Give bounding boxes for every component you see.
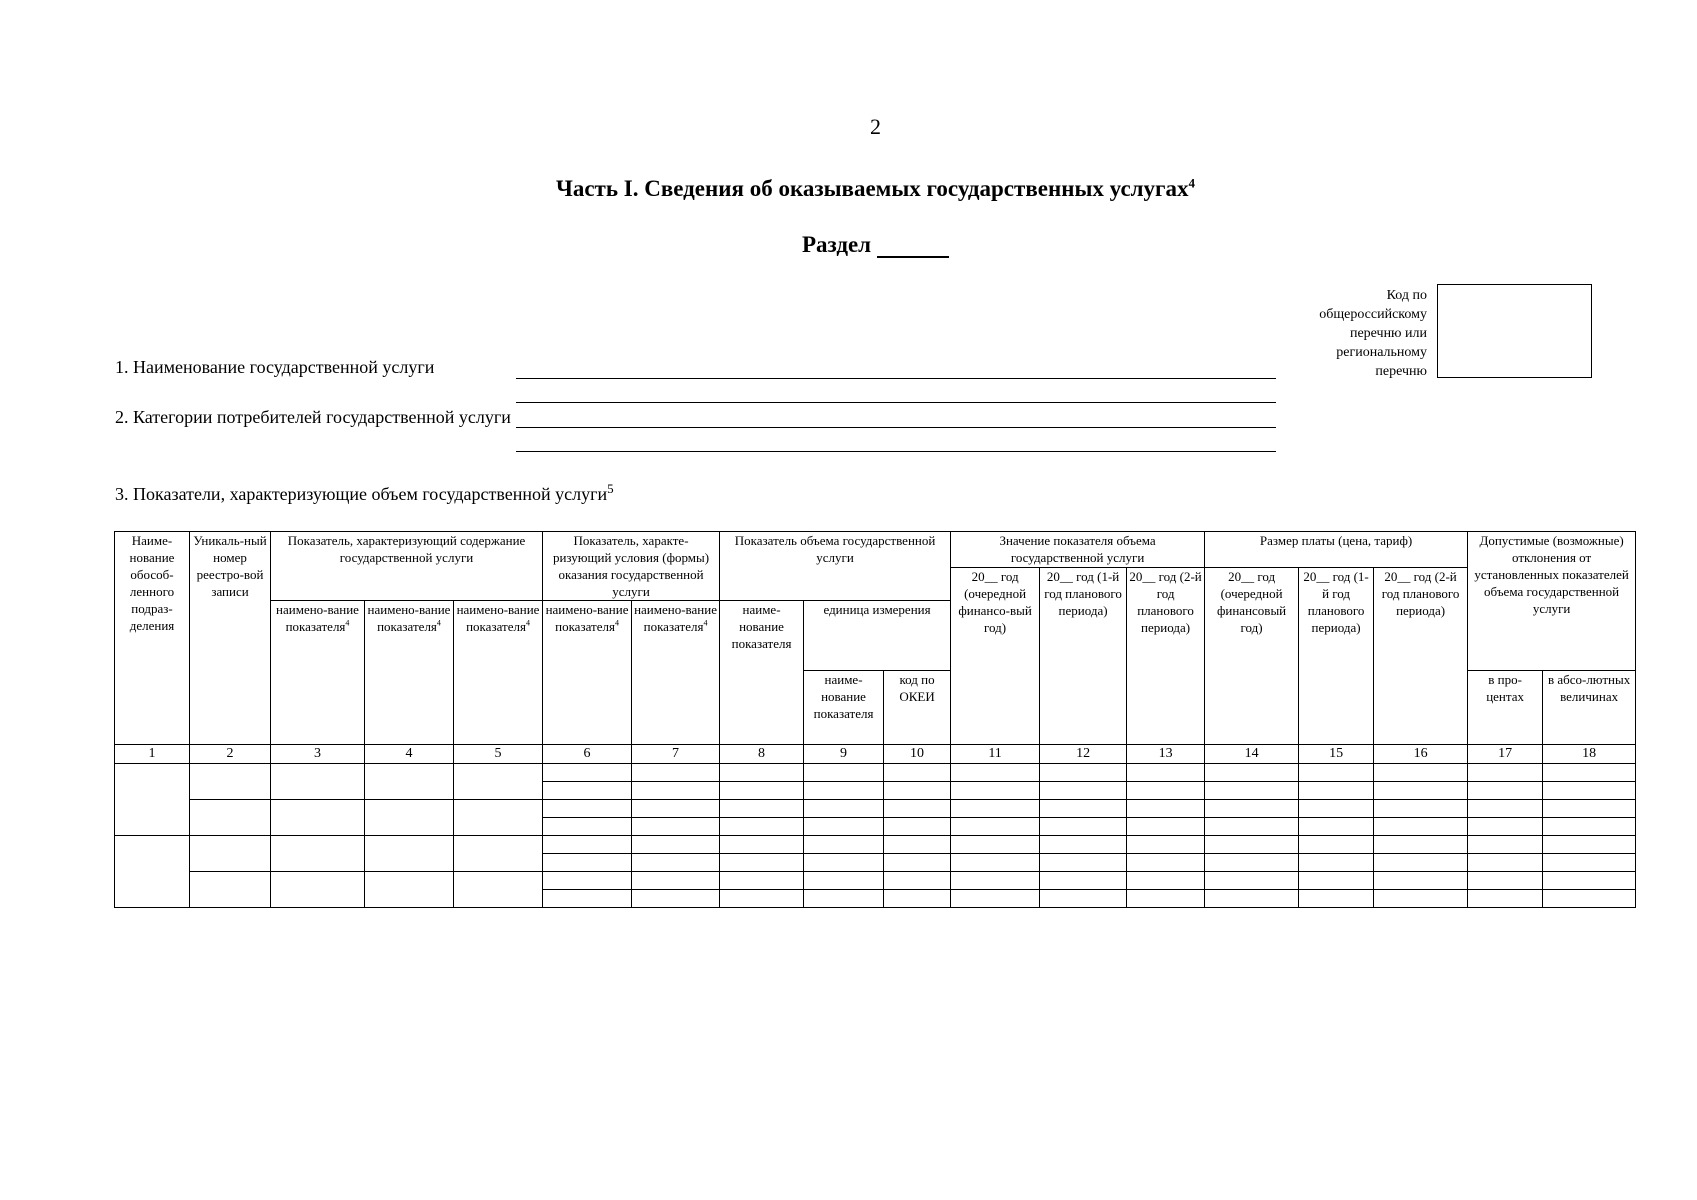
table-cell[interactable] <box>804 890 884 908</box>
part-title <box>0 176 1697 202</box>
column-number: 15 <box>1299 745 1374 764</box>
table-cell[interactable] <box>720 764 804 782</box>
header-volume-value: Значение показателя объема государственной услуги <box>951 532 1205 568</box>
table-cell[interactable] <box>543 782 632 800</box>
table-cell[interactable] <box>115 764 190 836</box>
table-cell[interactable] <box>804 872 884 890</box>
table-cell[interactable] <box>1299 836 1374 854</box>
header-volume-indicator: Показатель объема государственной услуги <box>720 532 951 601</box>
header-unit-name: наиме-нование показателя <box>804 671 884 745</box>
table-cell[interactable] <box>271 764 365 800</box>
table-cell[interactable] <box>271 800 365 836</box>
header-conditions-indicator: Показатель, характе-ризующий условия (формы) оказания государственной услуги <box>543 532 720 601</box>
header-deviation-absolute: в абсо-лютных величинах <box>1543 671 1636 745</box>
column-number: 13 <box>1127 745 1205 764</box>
table-cell[interactable] <box>720 854 804 872</box>
table-cell[interactable] <box>804 836 884 854</box>
table-cell[interactable] <box>951 890 1040 908</box>
sub-indicator-name: наимено-вание показателя <box>276 602 359 634</box>
table-cell[interactable] <box>1205 836 1299 854</box>
column-number: 1 <box>115 745 190 764</box>
sub-footnote: 4 <box>614 618 619 628</box>
table-row <box>115 836 1636 854</box>
table-cell[interactable] <box>1468 836 1543 854</box>
header-year-13: 20__ год (2-й год планового периода) <box>1127 568 1205 745</box>
table-cell[interactable] <box>1543 818 1636 836</box>
section-title <box>0 232 1697 258</box>
table-cell[interactable] <box>543 836 632 854</box>
header-indicator-name-3 <box>271 601 365 745</box>
header-unit: единица измерения <box>804 601 951 671</box>
table-cell[interactable] <box>543 800 632 818</box>
table-cell[interactable] <box>1205 782 1299 800</box>
column-numbers-row <box>115 745 1636 764</box>
table-cell[interactable] <box>632 836 720 854</box>
table-cell[interactable] <box>632 872 720 890</box>
table-cell[interactable] <box>365 800 454 836</box>
table-cell[interactable] <box>1040 836 1127 854</box>
table-cell[interactable] <box>1543 854 1636 872</box>
section3-text: 3. Показатели, характеризующие объем государственной услуги <box>115 484 608 504</box>
table-cell[interactable] <box>1205 854 1299 872</box>
table-cell[interactable] <box>884 890 951 908</box>
column-number: 16 <box>1374 745 1468 764</box>
table-cell[interactable] <box>1299 854 1374 872</box>
table-cell[interactable] <box>454 800 543 836</box>
service-name-line[interactable] <box>516 378 1276 379</box>
table-cell[interactable] <box>1205 764 1299 782</box>
part-title-footnote: 4 <box>1188 175 1196 191</box>
code-label-line: региональному <box>1336 345 1427 360</box>
table-cell[interactable] <box>632 854 720 872</box>
header-indicator-name-7 <box>632 601 720 745</box>
table-cell[interactable] <box>884 854 951 872</box>
table-cell[interactable] <box>884 782 951 800</box>
table-cell[interactable] <box>1299 818 1374 836</box>
table-cell[interactable] <box>720 818 804 836</box>
table-cell[interactable] <box>190 764 271 800</box>
table-cell[interactable] <box>190 872 271 908</box>
header-okei-code: код по ОКЕИ <box>884 671 951 745</box>
table-cell[interactable] <box>115 836 190 908</box>
table-cell[interactable] <box>1468 782 1543 800</box>
table-cell[interactable] <box>543 818 632 836</box>
code-box[interactable] <box>1437 284 1592 378</box>
sub-indicator-name: наимено-вание показателя <box>456 602 540 634</box>
table-cell[interactable] <box>1374 836 1468 854</box>
table-cell[interactable] <box>720 800 804 818</box>
table-cell[interactable] <box>1299 800 1374 818</box>
table-cell[interactable] <box>951 836 1040 854</box>
table-cell[interactable] <box>804 800 884 818</box>
code-label-line: Код по <box>1386 288 1427 303</box>
column-number: 17 <box>1468 745 1543 764</box>
table-cell[interactable] <box>951 872 1040 890</box>
table-cell[interactable] <box>1468 854 1543 872</box>
section-title-text: Раздел <box>801 232 872 257</box>
table-cell[interactable] <box>1374 854 1468 872</box>
table-cell[interactable] <box>1543 890 1636 908</box>
column-number: 5 <box>454 745 543 764</box>
table-cell[interactable] <box>951 800 1040 818</box>
table-cell[interactable] <box>365 872 454 908</box>
table-cell[interactable] <box>951 782 1040 800</box>
header-indicator-name-6 <box>543 601 632 745</box>
table-cell[interactable] <box>804 854 884 872</box>
table-cell[interactable] <box>1543 872 1636 890</box>
column-number: 18 <box>1543 745 1636 764</box>
table-cell[interactable] <box>1374 872 1468 890</box>
table-cell[interactable] <box>1468 818 1543 836</box>
table-cell[interactable] <box>951 818 1040 836</box>
sub-indicator-name: наимено-вание показателя <box>545 602 629 634</box>
code-label-line: перечню <box>1375 364 1427 379</box>
table-cell[interactable] <box>1205 800 1299 818</box>
table-cell[interactable] <box>1040 818 1127 836</box>
table-cell[interactable] <box>1205 890 1299 908</box>
table-cell[interactable] <box>720 890 804 908</box>
table-cell[interactable] <box>454 836 543 872</box>
table-cell[interactable] <box>271 872 365 908</box>
sub-footnote: 4 <box>436 618 441 628</box>
table-cell[interactable] <box>1374 818 1468 836</box>
header-year-12: 20__ год (1-й год планового периода) <box>1040 568 1127 745</box>
sub-footnote: 4 <box>345 618 350 628</box>
table-cell[interactable] <box>1374 890 1468 908</box>
table-cell[interactable] <box>632 890 720 908</box>
table-cell[interactable] <box>1040 872 1127 890</box>
table-cell[interactable] <box>543 890 632 908</box>
table-cell[interactable] <box>720 836 804 854</box>
table-cell[interactable] <box>1543 836 1636 854</box>
table-cell[interactable] <box>1127 764 1205 782</box>
table-cell[interactable] <box>1299 782 1374 800</box>
section-number-blank[interactable] <box>877 234 949 258</box>
table-cell[interactable] <box>454 872 543 908</box>
table-cell[interactable] <box>1040 800 1127 818</box>
table-cell[interactable] <box>1374 800 1468 818</box>
table-cell[interactable] <box>1127 782 1205 800</box>
table-cell[interactable] <box>1543 782 1636 800</box>
column-number: 9 <box>804 745 884 764</box>
column-number: 3 <box>271 745 365 764</box>
table-cell[interactable] <box>884 800 951 818</box>
service-name-label: 1. Наименование государственной услуги <box>115 357 435 377</box>
sub-footnote: 4 <box>703 618 708 628</box>
table-cell[interactable] <box>1299 764 1374 782</box>
table-cell[interactable] <box>543 764 632 782</box>
table-cell[interactable] <box>884 764 951 782</box>
table-cell[interactable] <box>804 764 884 782</box>
table-cell[interactable] <box>1040 764 1127 782</box>
table-cell[interactable] <box>1127 818 1205 836</box>
code-label-line: общероссийскому <box>1319 307 1427 322</box>
column-number: 7 <box>632 745 720 764</box>
sub-footnote: 4 <box>525 618 530 628</box>
table-cell[interactable] <box>1127 890 1205 908</box>
table-cell[interactable] <box>720 782 804 800</box>
section3-footnote: 5 <box>607 481 614 496</box>
table-cell[interactable] <box>1468 764 1543 782</box>
code-label <box>1255 286 1427 381</box>
table-cell[interactable] <box>632 782 720 800</box>
header-subdivision-name: Наиме-нование обособ-ленного подраз-деления <box>115 532 190 745</box>
consumer-categories-line[interactable] <box>516 427 1276 428</box>
table-cell[interactable] <box>1374 782 1468 800</box>
consumer-categories-label: 2. Категории потребителей государственной услуги <box>115 407 511 427</box>
header-allowed-deviation: Допустимые (возможные) отклонения от установленных показателей объема государственной услуги <box>1468 532 1636 671</box>
table-cell[interactable] <box>1205 872 1299 890</box>
table-cell[interactable] <box>720 872 804 890</box>
column-number: 12 <box>1040 745 1127 764</box>
header-registry-number: Уникаль-ный номер реестро-вой записи <box>190 532 271 745</box>
volume-indicators-table <box>114 531 1636 908</box>
table-cell[interactable] <box>271 836 365 872</box>
table-cell[interactable] <box>951 764 1040 782</box>
header-year-16: 20__ год (2-й год планового периода) <box>1374 568 1468 745</box>
column-number: 14 <box>1205 745 1299 764</box>
header-fee: Размер платы (цена, тариф) <box>1205 532 1468 568</box>
column-number: 10 <box>884 745 951 764</box>
table-cell[interactable] <box>1040 854 1127 872</box>
table-cell[interactable] <box>1127 800 1205 818</box>
table-cell[interactable] <box>804 818 884 836</box>
table-row <box>115 872 1636 890</box>
table-cell[interactable] <box>190 836 271 872</box>
column-number: 8 <box>720 745 804 764</box>
table-cell[interactable] <box>1468 890 1543 908</box>
part-title-text: Часть I. Сведения об оказываемых государственных услугах <box>555 176 1189 201</box>
table-cell[interactable] <box>884 872 951 890</box>
sub-indicator-name: наимено-вание показателя <box>367 602 451 634</box>
table-cell[interactable] <box>1468 872 1543 890</box>
table-cell[interactable] <box>1127 854 1205 872</box>
table-row <box>115 800 1636 818</box>
header-indicator-name-4 <box>365 601 454 745</box>
table-cell[interactable] <box>884 836 951 854</box>
table-cell[interactable] <box>1543 764 1636 782</box>
consumer-categories-line-2[interactable] <box>516 451 1276 452</box>
table-cell[interactable] <box>1127 836 1205 854</box>
table-cell[interactable] <box>543 872 632 890</box>
table-cell[interactable] <box>632 800 720 818</box>
table-cell[interactable] <box>1040 890 1127 908</box>
column-number: 2 <box>190 745 271 764</box>
table-cell[interactable] <box>1127 872 1205 890</box>
sub-indicator-name: наимено-вание показателя <box>634 602 717 634</box>
table-cell[interactable] <box>365 836 454 872</box>
table-cell[interactable] <box>1299 890 1374 908</box>
table-cell[interactable] <box>632 818 720 836</box>
header-year-15: 20__ год (1-й год планового периода) <box>1299 568 1374 745</box>
header-volume-indicator-name: наиме-нование показателя <box>720 601 804 745</box>
table-body <box>115 764 1636 908</box>
header-content-indicator: Показатель, характеризующий содержание государственной услуги <box>271 532 543 601</box>
table-cell[interactable] <box>632 764 720 782</box>
table-cell[interactable] <box>454 764 543 800</box>
column-number: 6 <box>543 745 632 764</box>
section3-label <box>115 481 614 505</box>
table-row <box>115 764 1636 782</box>
header-indicator-name-5 <box>454 601 543 745</box>
table-cell[interactable] <box>190 800 271 836</box>
table-cell[interactable] <box>1374 764 1468 782</box>
column-number: 11 <box>951 745 1040 764</box>
table-cell[interactable] <box>543 854 632 872</box>
table-cell[interactable] <box>951 854 1040 872</box>
page-number: 2 <box>870 114 881 139</box>
table-cell[interactable] <box>1543 800 1636 818</box>
table-cell[interactable] <box>1205 818 1299 836</box>
header-year-14: 20__ год (очередной финансовый год) <box>1205 568 1299 745</box>
table-cell[interactable] <box>1299 872 1374 890</box>
table-cell[interactable] <box>1468 800 1543 818</box>
table-cell[interactable] <box>1040 782 1127 800</box>
column-number: 4 <box>365 745 454 764</box>
code-label-line: перечню или <box>1349 326 1427 341</box>
table-cell[interactable] <box>884 818 951 836</box>
header-deviation-percent: в про-центах <box>1468 671 1543 745</box>
table-cell[interactable] <box>365 764 454 800</box>
table-cell[interactable] <box>804 782 884 800</box>
service-name-line-2[interactable] <box>516 402 1276 403</box>
header-year-11: 20__ год (очередной финансо-вый год) <box>951 568 1040 745</box>
